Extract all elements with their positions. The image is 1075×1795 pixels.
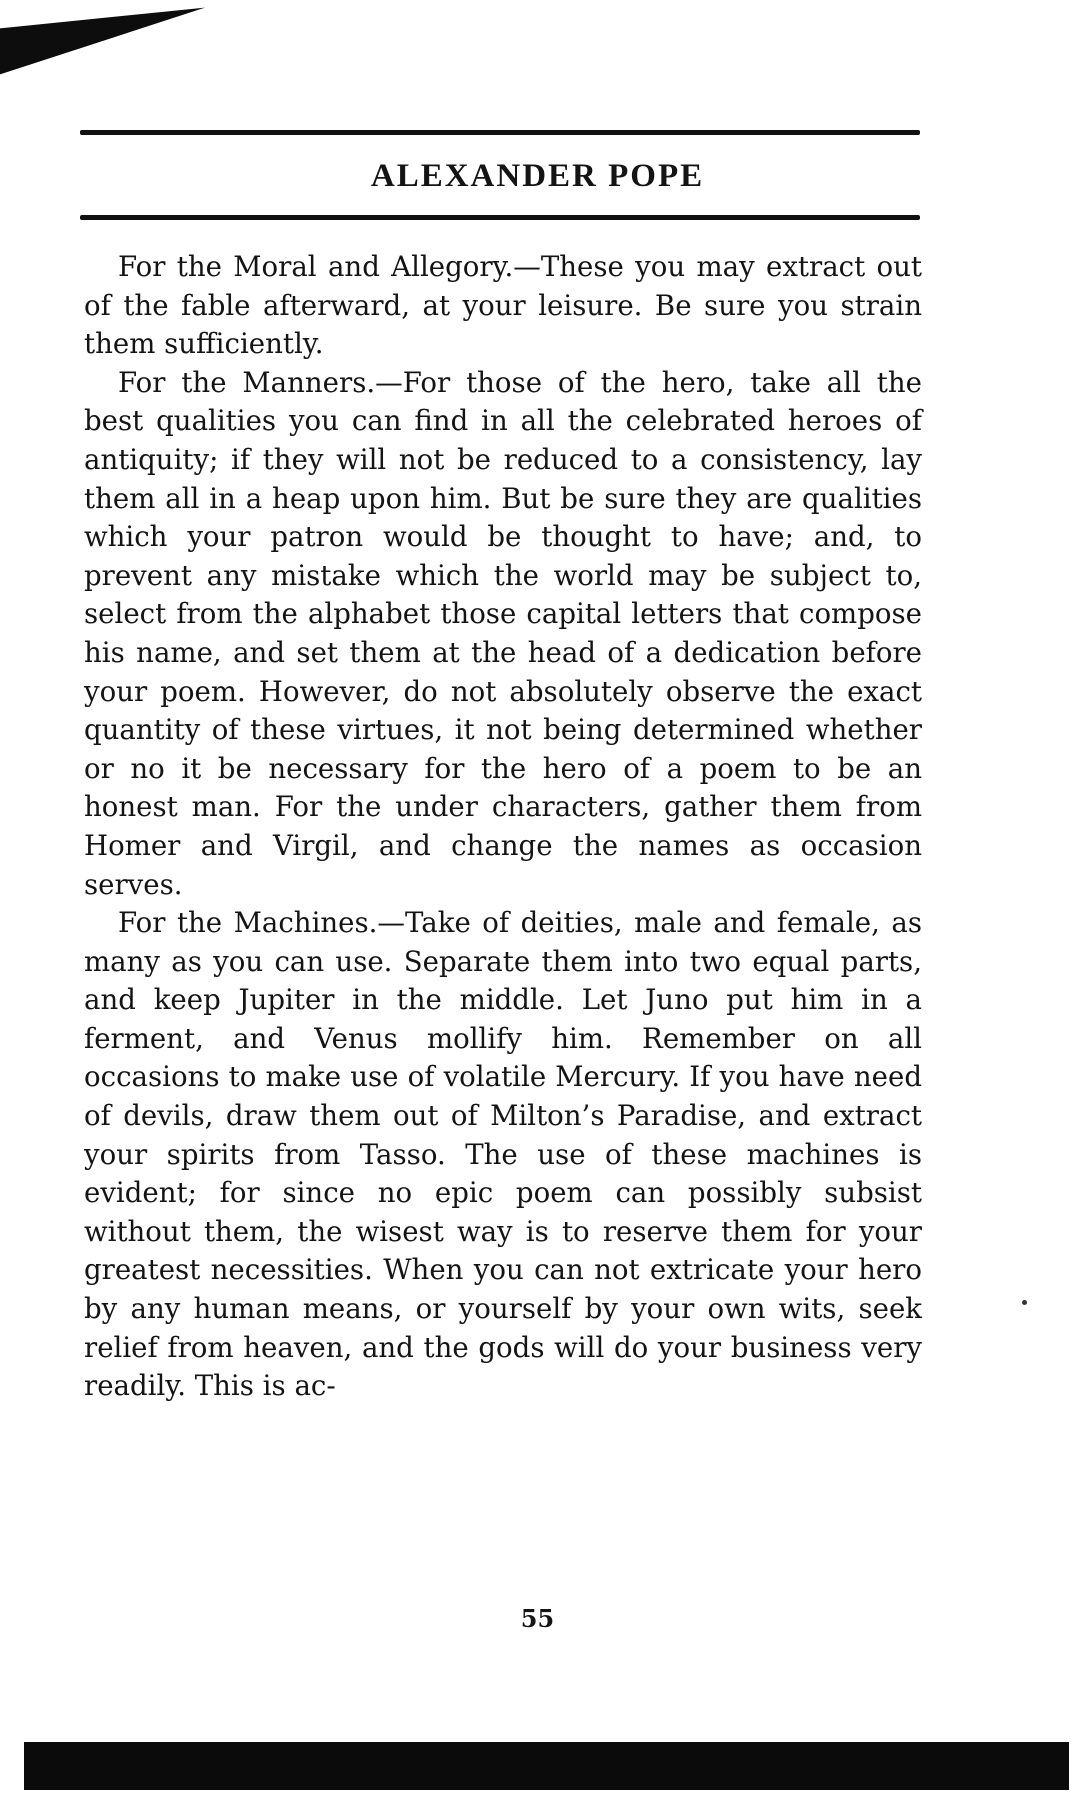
running-head: ALEXANDER POPE	[370, 158, 705, 194]
page-number: 55	[520, 1604, 555, 1633]
scan-bottom-band	[24, 1742, 1069, 1790]
header-rule-bottom	[80, 215, 920, 220]
paragraph-machines: For the Machines.—Take of deities, male and female, as many as you can use. Separate them into two equal parts, and keep Jupiter in the middle. Let Juno put him in a ferment, and Venus mollify him. Remember on all occasions to make use of volatile Mercury. If you have need of devils, draw them out of Milton’s Paradise, and extract your spirits from Tasso. The use of these machines is evident; for since no epic poem can possibly subsist without them, the wisest way is to reserve them for your greatest necessities. When you can not extricate your hero by any human means, or yourself by your own wits, seek relief from heaven, and the gods will do your business very readily. This is ac-	[84, 906, 922, 1403]
scan-speck	[1022, 1300, 1027, 1305]
scan-corner-mark	[0, 0, 205, 74]
body-text	[84, 248, 922, 1406]
paragraph-moral: For the Moral and Allegory.—These you may extract out of the fable afterward, at your leisure. Be sure you strain them sufficiently.	[84, 250, 922, 361]
paragraph-manners: For the Manners.—For those of the hero, take all the best qualities you can find in all the celebrated heroes of antiquity; if they will not be reduced to a consistency, lay them all in a heap upon him. But be sure they are qualities which your patron would be thought to have; and, to prevent any mistake which the world may be subject to, select from the alphabet those capital letters that compose his name, and set them at the head of a dedication before your poem. However, do not absolutely observe the exact quantity of these virtues, it not being determined whether or no it be necessary for the hero of a poem to be an honest man. For the under characters, gather them from Homer and Virgil, and change the names as occasion serves.	[84, 365, 922, 901]
header-rule-top	[80, 130, 920, 135]
